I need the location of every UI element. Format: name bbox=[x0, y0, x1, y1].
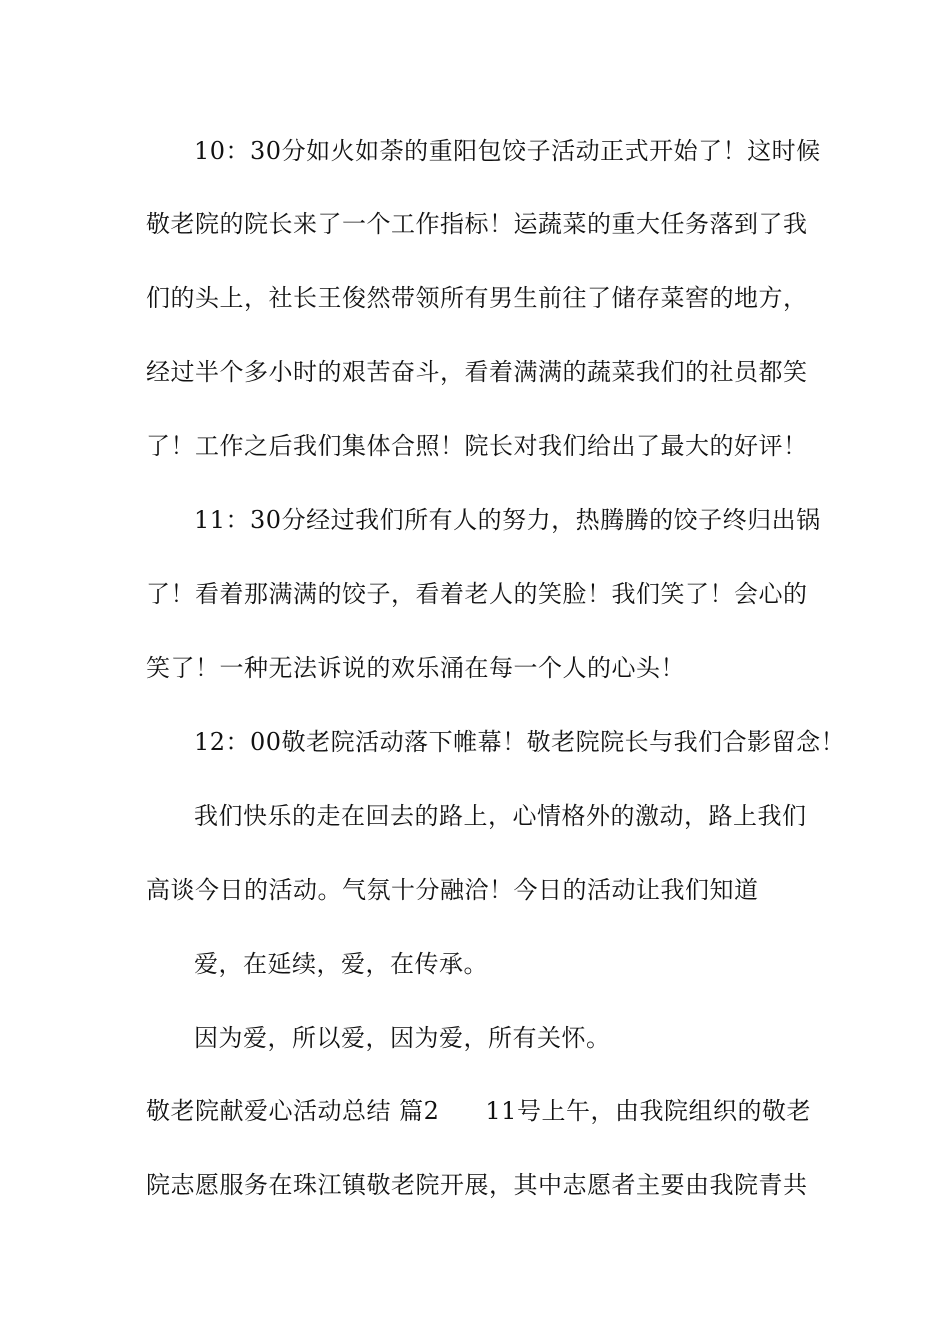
section-heading: 敬老院献爱心活动总结 篇2 bbox=[146, 1097, 440, 1125]
section-first-line: 11号上午，由我院组织的敬老 bbox=[485, 1097, 811, 1125]
paragraph-line: 院志愿服务在珠江镇敬老院开展，其中志愿者主要由我院青共 bbox=[146, 1171, 808, 1199]
paragraph-line: 12：00敬老院活动落下帷幕！敬老院院长与我们合影留念！ bbox=[194, 728, 846, 756]
paragraph-line: 高谈今日的活动。气氛十分融洽！今日的活动让我们知道 bbox=[146, 876, 759, 904]
paragraph-line: 爱，在延续，爱，在传承。 bbox=[194, 950, 488, 978]
paragraph-line: 敬老院的院长来了一个工作指标！运蔬菜的重大任务落到了我 bbox=[146, 210, 808, 238]
section-heading-line bbox=[146, 1096, 811, 1126]
paragraph-line: 11：30分经过我们所有人的努力，热腾腾的饺子终归出锅 bbox=[194, 506, 821, 534]
paragraph-line: 们的头上，社长王俊然带领所有男生前往了储存菜窖的地方， bbox=[146, 284, 808, 312]
paragraph-line: 笑了！一种无法诉说的欢乐涌在每一个人的心头！ bbox=[146, 654, 685, 682]
paragraph-line: 了！工作之后我们集体合照！院长对我们给出了最大的好评！ bbox=[146, 432, 808, 460]
paragraph-line: 经过半个多小时的艰苦奋斗，看着满满的蔬菜我们的社员都笑 bbox=[146, 358, 808, 386]
paragraph-line: 10：30分如火如荼的重阳包饺子活动正式开始了！这时候 bbox=[194, 137, 821, 165]
paragraph-line: 我们快乐的走在回去的路上，心情格外的激动，路上我们 bbox=[194, 802, 807, 830]
paragraph-line: 因为爱，所以爱，因为爱，所有关怀。 bbox=[194, 1024, 611, 1052]
paragraph-line: 了！看着那满满的饺子，看着老人的笑脸！我们笑了！会心的 bbox=[146, 580, 808, 608]
